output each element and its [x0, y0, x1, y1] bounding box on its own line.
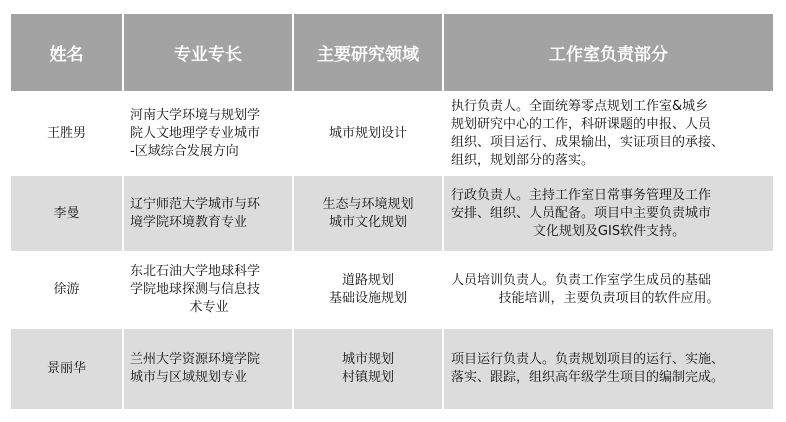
specialty-line: 学院地球探测与信息技	[130, 282, 261, 297]
member-responsibility	[443, 329, 773, 409]
specialty-line: 兰州大学资源环境学院	[130, 352, 261, 367]
specialty-line: 东北石油大学地球科学	[130, 264, 261, 279]
member-name: 景丽华	[11, 329, 123, 409]
header-research: 主要研究领域	[293, 14, 443, 91]
member-specialty	[123, 251, 293, 329]
table-row	[11, 91, 773, 176]
responsibility-line: 人员培训负责人。负责工作室学生成员的基础	[451, 273, 712, 288]
research-line: 城市文化规划	[328, 214, 407, 230]
header-row	[11, 14, 773, 91]
member-name: 王胜男	[11, 91, 123, 176]
member-name: 李曼	[11, 176, 123, 251]
responsibility-line: 落实、跟踪，组织高年级学生项目的编制完成。	[451, 370, 725, 385]
responsibility-line: 项目运行负责人。负责规划项目的运行、实施、	[451, 352, 725, 367]
specialty-line: -区域综合发展方向	[130, 143, 239, 159]
header-name: 姓名	[11, 14, 123, 91]
specialty-line: 境学院环境教育专业	[130, 214, 248, 230]
member-responsibility	[443, 251, 773, 329]
responsibility-line: 规划研究中心的工作，科研课题的申报、人员	[451, 116, 712, 132]
research-line: 城市规划	[341, 352, 394, 367]
specialty-line: 院人文地理学专业城市	[130, 125, 261, 141]
member-research	[293, 91, 443, 176]
table-row	[11, 176, 773, 251]
header-responsibility: 工作室负责部分	[443, 14, 773, 91]
team-table	[11, 14, 773, 409]
responsibility-line: 组织，规划部分的落实。	[451, 152, 595, 168]
member-name: 徐游	[11, 251, 123, 329]
responsibility-line: 组织、项目运行、成果输出，实证项目的承接、	[451, 134, 725, 150]
member-responsibility	[443, 91, 773, 176]
table-row	[11, 251, 773, 329]
table-row	[11, 329, 773, 409]
specialty-line: 辽宁师范大学城市与环	[130, 196, 261, 212]
member-research	[293, 251, 443, 329]
research-line: 城市规划设计	[328, 125, 407, 141]
responsibility-line: 技能培训，主要负责项目的软件应用。	[498, 291, 720, 306]
member-specialty	[123, 91, 293, 176]
member-research	[293, 176, 443, 251]
member-research	[293, 329, 443, 409]
research-line: 村镇规划	[341, 370, 394, 385]
responsibility-line: 文化规划及GIS软件支持。	[532, 223, 686, 239]
specialty-line: 城市与区域规划专业	[130, 370, 248, 385]
research-line: 基础设施规划	[328, 291, 407, 306]
specialty-line: 术专业	[189, 300, 229, 315]
header-specialty: 专业专长	[123, 14, 293, 91]
team-table-container	[11, 14, 773, 409]
responsibility-line: 执行负责人。全面统筹零点规划工作室&城乡	[451, 98, 709, 114]
member-responsibility	[443, 176, 773, 251]
responsibility-line: 安排、组织、人员配备。项目中主要负责城市	[451, 205, 712, 221]
member-specialty	[123, 329, 293, 409]
research-line: 生态与环境规划	[322, 196, 414, 212]
responsibility-line: 行政负责人。主持工作室日常事务管理及工作	[451, 187, 712, 203]
research-line: 道路规划	[341, 273, 394, 288]
member-specialty	[123, 176, 293, 251]
specialty-line: 河南大学环境与规划学	[130, 107, 261, 123]
